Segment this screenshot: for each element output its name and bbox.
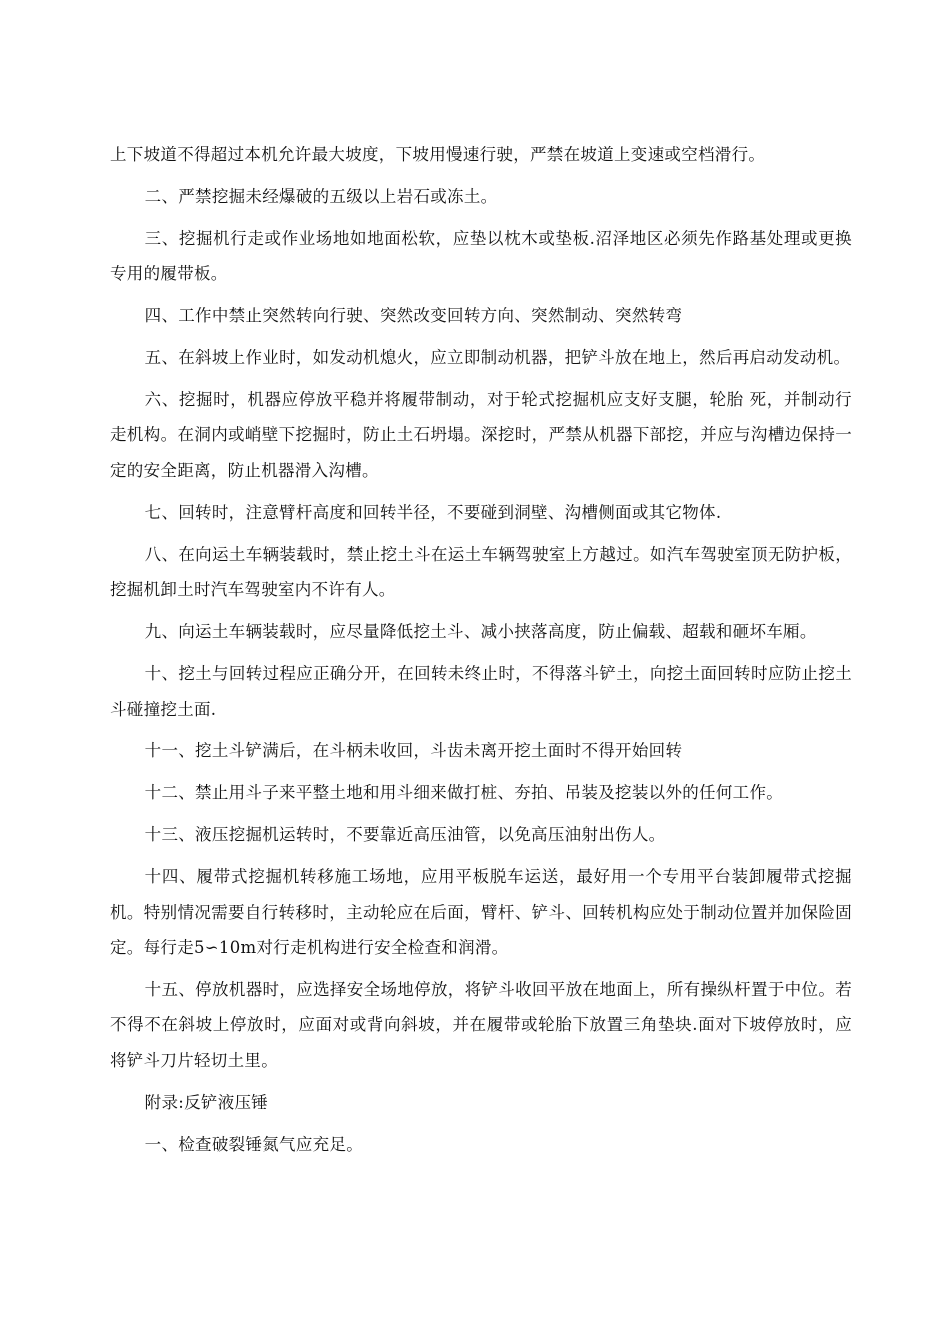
paragraph-item-8: 八、在向运土车辆装载时，禁止挖土斗在运土车辆驾驶室上方越过。如汽车驾驶室顶无防护板，挖掘机卸土时汽车驾驶室内不许有人。	[110, 544, 852, 600]
paragraph-item-10: 十、挖土与回转过程应正确分开，在回转未终止时，不得落斗铲土，向挖土面回转时应防止挖土斗碰撞挖土面.	[110, 664, 852, 719]
paragraph-item-9: 九、向运土车辆装载时，应尽量降低挖土斗、减小挟落高度，防止偏载、超载和砸坏车厢。	[144, 622, 817, 642]
paragraph-item-6: 六、挖掘时，机器应停放平稳并将履带制动，对于轮式挖掘机应支好支腿，轮胎 死，并制动行走机构。在洞内或峭壁下挖掘时，防止土石坍塌。深挖时，严禁从机器下部挖，并应与沟槽边保持一定的安全距离，防止机器滑入沟槽。	[110, 389, 852, 480]
paragraph-item-2: 二、严禁挖掘未经爆破的五级以上岩石或冻土。	[144, 186, 498, 206]
paragraph-item-15: 十五、停放机器时，应选择安全场地停放，将铲斗收回平放在地面上，所有操纵杆置于中位。若不得不在斜坡上停放时，应面对或背向斜坡，并在履带或轮胎下放置三角垫块.面对下坡停放时，应将铲斗刀片轻切土里。	[110, 979, 852, 1070]
paragraph-item-14: 十四、履带式挖掘机转移施工场地，应用平板脱车运送，最好用一个专用平台装卸履带式挖掘机。特别情况需要自行转移时，主动轮应在后面，臂杆、铲斗、回转机构应处于制动位置并加保险固定。每行走5∽10m对行走机构进行安全检查和润滑。	[110, 867, 852, 958]
paragraph-item-13: 十三、液压挖掘机运转时，不要靠近高压油管，以免高压油射出伤人。	[144, 825, 666, 845]
paragraph-item-3: 三、挖掘机行走或作业场地如地面松软，应垫以枕木或垫板.沼泽地区必须先作路基处理或更换专用的履带板。	[110, 228, 852, 284]
paragraph-item-11: 十一、挖土斗铲满后，在斗柄未收回，斗齿未离开挖土面时不得开始回转	[144, 741, 683, 761]
appendix-heading: 附录:反铲液压锤	[144, 1092, 269, 1112]
paragraph-item-4: 四、工作中禁止突然转向行驶、突然改变回转方向、突然制动、突然转弯	[144, 306, 683, 326]
paragraph-continuation: 上下坡道不得超过本机允许最大坡度，下坡用慢速行驶，严禁在坡道上变速或空档滑行。	[110, 145, 766, 164]
paragraph-item-12: 十二、禁止用斗子来平整土地和用斗细来做打桩、夯拍、吊装及挖装以外的任何工作。	[144, 783, 784, 803]
appendix-item-1: 一、检查破裂锤氮气应充足。	[144, 1134, 364, 1154]
paragraph-item-7: 七、回转时，注意臂杆高度和回转半径，不要碰到洞壁、沟槽侧面或其它物体.	[144, 502, 722, 522]
paragraph-item-5: 五、在斜坡上作业时，如发动机熄火，应立即制动机器，把铲斗放在地上，然后再启动发动机。	[144, 348, 851, 368]
document-body	[110, 137, 852, 1169]
